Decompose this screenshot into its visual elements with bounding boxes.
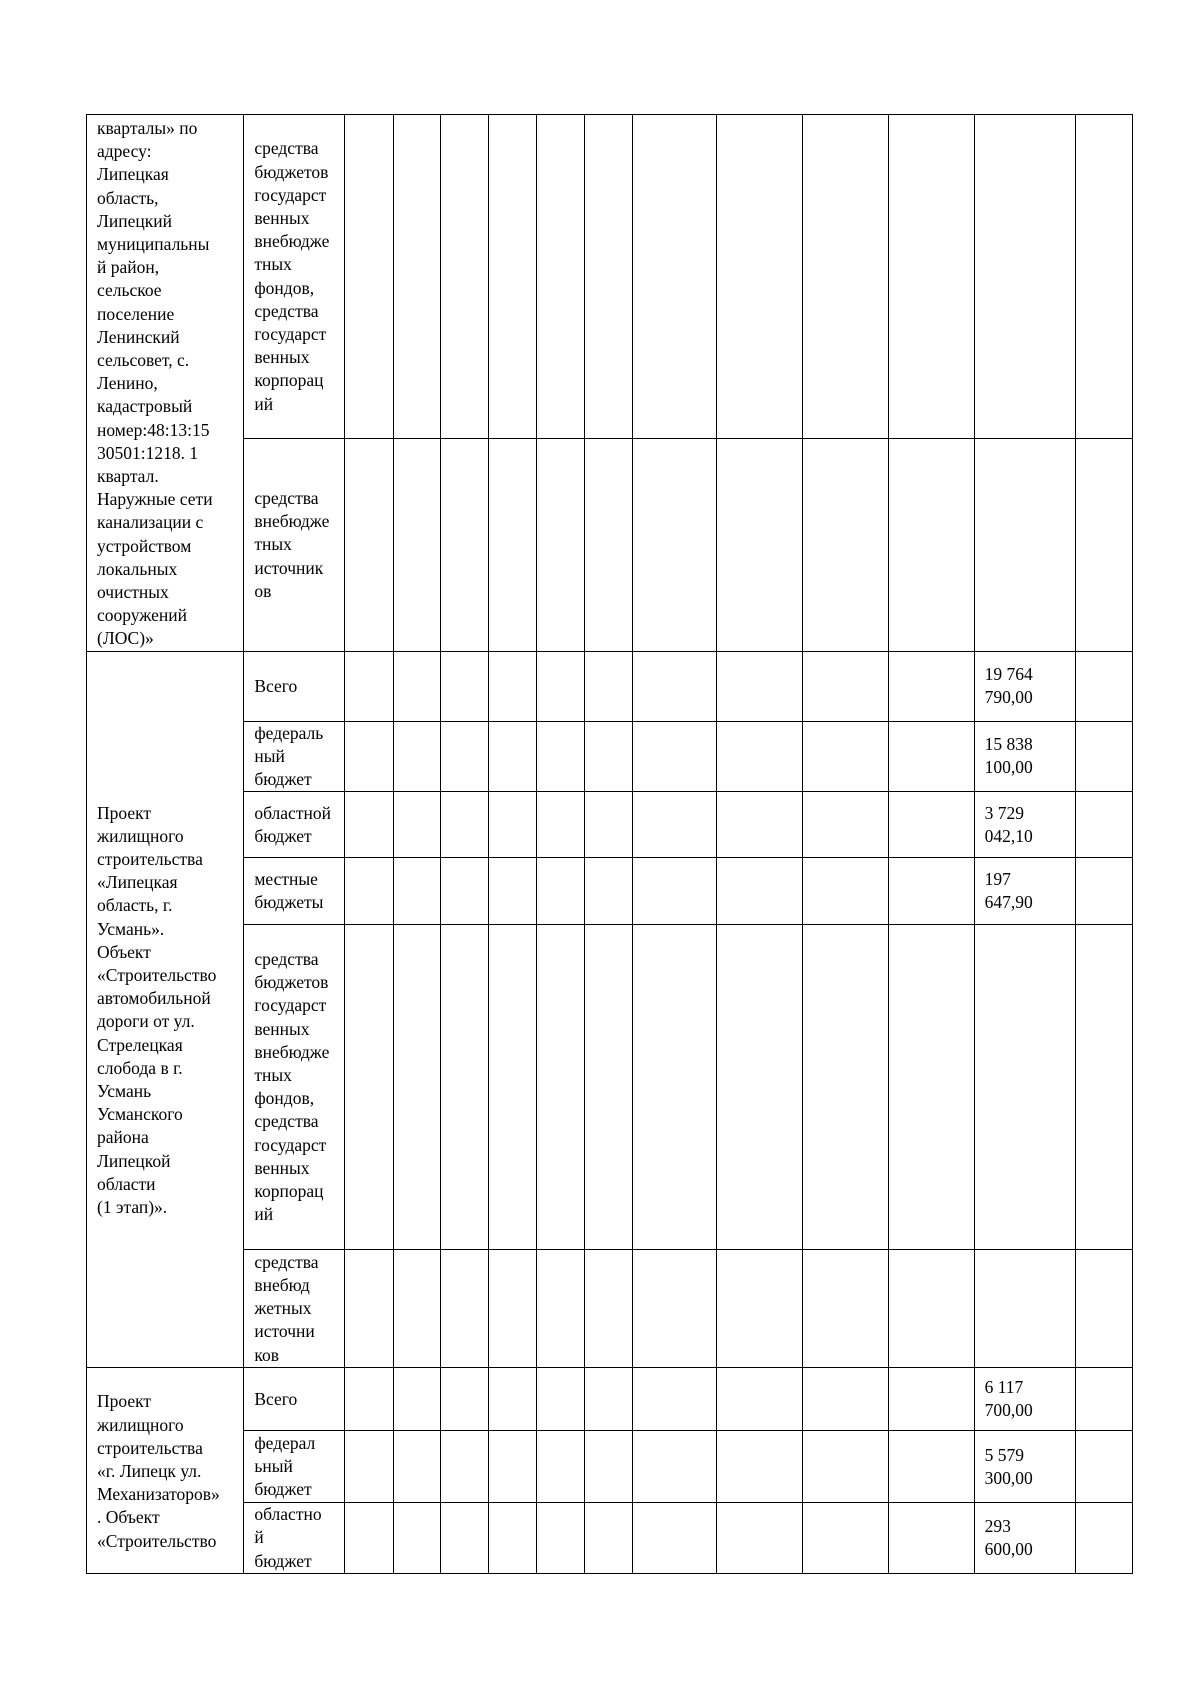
empty-cell — [632, 721, 717, 792]
empty-cell — [345, 1503, 393, 1574]
empty-cell — [489, 439, 536, 651]
funding-source-cell — [244, 925, 345, 1250]
empty-cell — [489, 1431, 536, 1503]
funding-source: федераль ный бюджет — [254, 722, 324, 790]
empty-cell — [393, 1368, 440, 1431]
project-description: кварталы» по адресу: Липецкая область, Липецкий муниципальны й район, сельское поселение Ленинский сельсовет, с. Ленино, кадастровый номер:48:13:15 30501:1218. 1 квартал. Наружные сети канализации с устройством локальных очистных сооружений (ЛОС)» — [97, 118, 213, 649]
empty-cell — [888, 858, 974, 925]
empty-cell — [536, 721, 584, 792]
project-description: Проект жилищного строительства «г. Липецк ул. Механизаторов» . Объект «Строительство — [97, 1391, 220, 1551]
empty-cell — [489, 651, 536, 721]
empty-cell — [585, 1503, 632, 1574]
empty-cell — [1076, 1503, 1133, 1574]
empty-cell — [536, 115, 584, 439]
empty-cell — [536, 1431, 584, 1503]
empty-cell — [441, 115, 489, 439]
empty-cell — [345, 439, 393, 651]
empty-cell — [632, 925, 717, 1250]
empty-cell — [393, 1503, 440, 1574]
empty-cell — [717, 651, 803, 721]
empty-cell — [888, 1503, 974, 1574]
empty-cell — [393, 925, 440, 1250]
empty-cell — [803, 439, 889, 651]
table-row — [87, 115, 1133, 439]
empty-cell — [717, 925, 803, 1250]
empty-cell — [489, 925, 536, 1250]
empty-cell — [585, 115, 632, 439]
table-row — [87, 858, 1133, 925]
funding-source-cell — [244, 1250, 345, 1368]
empty-cell — [632, 1503, 717, 1574]
table-row — [87, 1431, 1133, 1503]
empty-cell — [345, 925, 393, 1250]
amount-cell — [974, 792, 1076, 858]
table-row — [87, 792, 1133, 858]
empty-cell — [803, 1431, 889, 1503]
empty-cell — [585, 1368, 632, 1431]
project-description-cell — [87, 651, 244, 1368]
empty-cell — [441, 721, 489, 792]
amount-value: 6 117 700,00 — [984, 1377, 1033, 1421]
empty-cell — [888, 925, 974, 1250]
empty-cell — [1076, 1368, 1133, 1431]
empty-cell — [585, 651, 632, 721]
empty-cell — [888, 1431, 974, 1503]
empty-cell — [717, 792, 803, 858]
empty-cell — [441, 1503, 489, 1574]
empty-cell — [585, 858, 632, 925]
funding-source-cell — [244, 1503, 345, 1574]
empty-cell — [441, 1431, 489, 1503]
empty-cell — [888, 792, 974, 858]
empty-cell — [717, 1503, 803, 1574]
project-description-cell — [87, 1368, 244, 1574]
empty-cell — [632, 115, 717, 439]
empty-cell — [489, 1368, 536, 1431]
empty-cell — [717, 1250, 803, 1368]
empty-cell — [585, 1250, 632, 1368]
empty-cell — [803, 792, 889, 858]
empty-cell — [536, 439, 584, 651]
empty-cell — [585, 439, 632, 651]
empty-cell — [585, 925, 632, 1250]
amount-cell — [974, 721, 1076, 792]
amount-value: 19 764 790,00 — [984, 663, 1033, 708]
empty-cell — [536, 925, 584, 1250]
amount-value: 197 647,90 — [984, 869, 1033, 913]
empty-cell — [1076, 651, 1133, 721]
funding-source: областной бюджет — [254, 802, 331, 846]
empty-cell — [1076, 439, 1133, 651]
funding-source: областно й бюджет — [254, 1504, 322, 1571]
empty-cell — [888, 1368, 974, 1431]
table-row — [87, 1503, 1133, 1574]
project-description: Проект жилищного строительства «Липецкая область, г. Усмань». Объект «Строительство автомобильной дороги от ул. Стрелецкая слобода в г. Усмань Усманского района Липецкой области (1 этап)». — [97, 802, 217, 1218]
empty-cell — [345, 1431, 393, 1503]
empty-cell — [717, 1368, 803, 1431]
empty-cell — [536, 792, 584, 858]
amount-value: 15 838 100,00 — [984, 734, 1033, 778]
empty-cell — [441, 792, 489, 858]
amount-cell — [974, 439, 1076, 651]
amount-value: 5 579 300,00 — [984, 1444, 1033, 1488]
funding-source-cell — [244, 721, 345, 792]
empty-cell — [536, 651, 584, 721]
empty-cell — [393, 651, 440, 721]
table-row — [87, 439, 1133, 651]
empty-cell — [441, 1250, 489, 1368]
table-row — [87, 1368, 1133, 1431]
empty-cell — [441, 651, 489, 721]
amount-cell — [974, 651, 1076, 721]
funding-source: Всего — [254, 1388, 298, 1409]
empty-cell — [536, 1503, 584, 1574]
empty-cell — [345, 721, 393, 792]
empty-cell — [888, 651, 974, 721]
empty-cell — [585, 721, 632, 792]
amount-value: 293 600,00 — [984, 1515, 1033, 1560]
funding-table — [86, 114, 1133, 1574]
funding-source: федерал ьный бюджет — [254, 1432, 316, 1500]
empty-cell — [888, 721, 974, 792]
empty-cell — [717, 721, 803, 792]
empty-cell — [441, 439, 489, 651]
empty-cell — [888, 1250, 974, 1368]
empty-cell — [489, 858, 536, 925]
empty-cell — [345, 792, 393, 858]
empty-cell — [441, 858, 489, 925]
empty-cell — [585, 1431, 632, 1503]
empty-cell — [632, 1368, 717, 1431]
empty-cell — [803, 721, 889, 792]
empty-cell — [632, 858, 717, 925]
funding-source: местные бюджеты — [254, 869, 324, 913]
empty-cell — [888, 439, 974, 651]
funding-source: Всего — [254, 675, 298, 696]
empty-cell — [536, 858, 584, 925]
empty-cell — [393, 439, 440, 651]
empty-cell — [489, 721, 536, 792]
empty-cell — [393, 1250, 440, 1368]
empty-cell — [393, 115, 440, 439]
amount-cell — [974, 115, 1076, 439]
empty-cell — [345, 115, 393, 439]
empty-cell — [717, 439, 803, 651]
empty-cell — [632, 651, 717, 721]
empty-cell — [803, 925, 889, 1250]
empty-cell — [632, 792, 717, 858]
amount-cell — [974, 858, 1076, 925]
table-row — [87, 1250, 1133, 1368]
empty-cell — [1076, 858, 1133, 925]
empty-cell — [345, 651, 393, 721]
table-row — [87, 651, 1133, 721]
empty-cell — [1076, 1250, 1133, 1368]
funding-source-cell — [244, 1431, 345, 1503]
empty-cell — [1076, 792, 1133, 858]
funding-source: средства внебюдже тных источник ов — [254, 487, 330, 601]
funding-source-cell — [244, 858, 345, 925]
empty-cell — [345, 858, 393, 925]
empty-cell — [803, 858, 889, 925]
funding-source: средства бюджетов государст венных внебюдже тных фондов, средства государст венных корпорац ий — [254, 949, 330, 1225]
table-row — [87, 721, 1133, 792]
amount-cell — [974, 1431, 1076, 1503]
empty-cell — [888, 115, 974, 439]
empty-cell — [393, 1431, 440, 1503]
amount-cell — [974, 1503, 1076, 1574]
project-description-cell — [87, 115, 244, 652]
empty-cell — [1076, 115, 1133, 439]
funding-source-cell — [244, 115, 345, 439]
empty-cell — [717, 858, 803, 925]
empty-cell — [1076, 1431, 1133, 1503]
amount-value: 3 729 042,10 — [984, 802, 1033, 846]
empty-cell — [489, 792, 536, 858]
funding-source-cell — [244, 651, 345, 721]
empty-cell — [393, 792, 440, 858]
empty-cell — [489, 115, 536, 439]
empty-cell — [441, 925, 489, 1250]
empty-cell — [717, 115, 803, 439]
empty-cell — [803, 1368, 889, 1431]
empty-cell — [1076, 925, 1133, 1250]
empty-cell — [441, 1368, 489, 1431]
empty-cell — [536, 1368, 584, 1431]
empty-cell — [345, 1250, 393, 1368]
table-row — [87, 925, 1133, 1250]
funding-source-cell — [244, 1368, 345, 1431]
funding-source-cell — [244, 792, 345, 858]
empty-cell — [803, 1250, 889, 1368]
amount-cell — [974, 1250, 1076, 1368]
empty-cell — [536, 1250, 584, 1368]
empty-cell — [717, 1431, 803, 1503]
amount-cell — [974, 1368, 1076, 1431]
funding-source: средства бюджетов государст венных внебюдже тных фондов, средства государст венных корпорац ий — [254, 138, 330, 414]
empty-cell — [632, 1250, 717, 1368]
empty-cell — [345, 1368, 393, 1431]
empty-cell — [393, 858, 440, 925]
funding-source: средства внебюд жетных источни ков — [254, 1251, 319, 1365]
empty-cell — [632, 439, 717, 651]
empty-cell — [803, 1503, 889, 1574]
empty-cell — [393, 721, 440, 792]
empty-cell — [803, 115, 889, 439]
empty-cell — [803, 651, 889, 721]
empty-cell — [489, 1503, 536, 1574]
empty-cell — [585, 792, 632, 858]
funding-source-cell — [244, 439, 345, 651]
empty-cell — [489, 1250, 536, 1368]
empty-cell — [1076, 721, 1133, 792]
amount-cell — [974, 925, 1076, 1250]
empty-cell — [632, 1431, 717, 1503]
